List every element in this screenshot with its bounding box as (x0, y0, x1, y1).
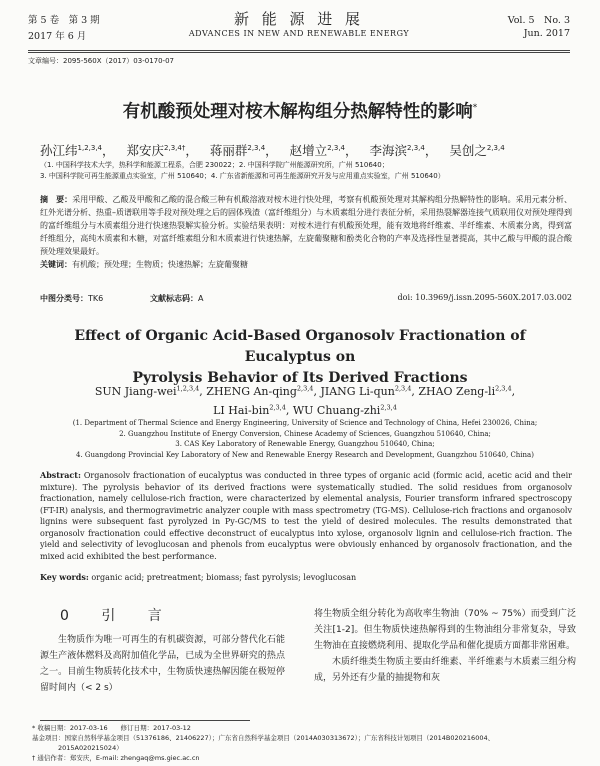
footnote: 2015A020215024） (32, 744, 123, 752)
abstract-en-label: Abstract: (40, 470, 81, 480)
author-en: SUN Jiang-wei$^{1,2,3,4}$, (94, 384, 207, 398)
author-zh: 蒋丽群$^{2,3,4}$， (209, 143, 278, 158)
vol-issue-zh: 第 5 卷 第 3 期 (28, 15, 100, 26)
paragraph: 将生物质全组分转化为高收率生物油（70% ~ 75%）而受到广泛关注[1-2]。但生物质快速热解得到的生物油组分非常复杂，导致生物油在直接燃烧利用、提取化学品和催化提质方面都非常困难。 (314, 609, 576, 651)
author-zh: 孙江纬$^{1,2,3,4}$， (40, 143, 115, 158)
journal-name-en: ADVANCES IN NEW AND RENEWABLE ENERGY (188, 29, 410, 38)
author-zh: 郑安庆$^{2,3,4\dagger}$， (126, 143, 198, 158)
doi: doi: 10.3969/j.issn.2095-560X.2017.03.002 (397, 293, 572, 302)
author-zh: 李海滨$^{2,3,4}$， (369, 143, 438, 158)
keywords-zh-label: 关键词： (40, 260, 72, 269)
title-note-mark: * (472, 103, 478, 114)
affiliations-zh (40, 160, 575, 182)
affiliations-en: (1. Department of Thermal Science and Energy Engineering, University of Science and Technology of China, Hefei 230026, China; 2. Guangzhou Institute of Energy Conversion, Chinese Academy of Sciences, Guangzhou 510640, China; 3. CAS Key Laboratory of Renewable Energy, Guangzhou 510640, China; 4. Guangdong Provincial Key Laboratory of New and Renewable Energy Research and Development, Guangzhou 510640, China) (72, 419, 538, 459)
footnotes (32, 723, 572, 763)
title-en: Effect of Organic Acid-Based Organosolv Fractionation of Eucalyptus on Pyrolysis Behavior of Its Derived Fractions (74, 328, 526, 386)
affiliation-line: 3. 中国科学院可再生能源重点实验室，广州 510640；4. 广东省新能源和可再生能源研究开发与应用重点实验室，广州 510640） (40, 172, 445, 180)
header-rule-thin (28, 52, 570, 53)
title-zh (0, 98, 600, 123)
abstract-zh-label: 摘 要： (40, 195, 73, 204)
author-en: LI Hai-bin$^{2,3,4}$, (213, 403, 293, 418)
abstract-en-text: Organosolv fractionation of eucalyptus was conducted in three types of organic acid (formic acid, acetic acid and their mixture). The pyrolysis behavior of its derived fractions were systematically studied. The solid residues from organosolv fractionation, namely cellulose-rich fraction, were characterized by elemental analysis, Fourier transform infrared spectroscopy (FT-IR) analysis, and thermogravimetric analyzer couple with mass spectrometry (TG-MS). Cellulose-rich fractions and organosolv lignins were subsequent fast pyrolyzed in Py-GC/MS to test the yield of desired molecules. The results demonstrated that organosolv fractionation could effective deconstruct of eucalyptus into xylose, organosolv lignin and cellulose-rich fraction. The yield and selectivity of levoglucosan and phenols from eucalyptus were obviously enhanced by organosolv fractionation, and the mixed acid exhibited the best performance. (40, 471, 572, 561)
abstract-zh-text: 采用甲酸、乙酸及甲酸和乙酸的混合酸三种有机酸溶液对桉木进行快处理，考察有机酸预处理对其解构组分热解特性的影响。采用元素分析、红外光谱分析、热重–质谱联用等手段对预处理之后的固体残渣（富纤维组分）与木质素组分进行表征分析，采用热裂解器连接气质联用仪对预处理得到的富纤维组分与木质素组分进行快速热裂解实验分析。实验结果表明：对桉木进行有机酸预处理，能有效地将纤维素、半纤维素、木质素分离，得到富纤维组分，高纯木质素和木糖，对富纤维素组分和木质素进行快速热解，左旋葡聚糖和酚类化合物的产率及选择性显著提高，其中乙酸与甲酸的混合酸预处理效果最好。 (40, 195, 572, 256)
keywords-en: Key words: organic acid; pretreatment; biomass; fast pyrolysis; levoglucosan (40, 572, 357, 582)
author-zh: 吴创之$^{2,3,4}$ (449, 143, 505, 158)
running-header (28, 8, 570, 48)
author-en: ZHAO Zeng-li$^{2,3,4}$, (418, 384, 516, 398)
body-left-column: 生物质作为唯一可再生的有机碳资源，可部分替代化石能源生产液体燃料及高附加值化学品，已成为全世界研究的热点之一。目前生物质转化技术中，生物质快速热解因能在极短停留时间内（< 2 s） (40, 635, 285, 693)
article-number: 文章编号：2095-560X（2017）03-0170-07 (28, 57, 174, 65)
clc: 中图分类号：TK6 (40, 294, 104, 303)
authors-en (60, 380, 550, 419)
date-zh: 2017 年 6 月 (28, 31, 87, 42)
keywords-zh-text: 有机酸；预处理；生物质；快速热解；左旋葡聚糖 (72, 260, 248, 269)
author-zh: 赵增立$^{2,3,4}$， (289, 143, 358, 158)
footnote: * 收稿日期：2017-03-16 修订日期：2017-03-12 (32, 724, 191, 732)
author-en: JIANG Li-qun$^{2,3,4}$, (320, 384, 419, 398)
vol-issue-en: Vol. 5 No. 3 (507, 15, 570, 26)
abstract-zh (40, 193, 572, 271)
doc-code: 文献标志码：A (150, 294, 204, 303)
title-zh-text: 有机酸预处理对桉木解构组分热解特性的影响 (122, 102, 473, 122)
journal-name-zh: 新 能 源 进 展 (233, 10, 365, 28)
date-en: Jun. 2017 (523, 28, 570, 39)
paragraph: 木质纤维类生物质主要由纤维素、半纤维素与木质素三组分构成，另外还有少量的抽提物和灰 (314, 657, 576, 683)
section-heading-intro: 0 引 言 (60, 608, 176, 624)
affiliation-line: （1. 中国科学技术大学，热科学和能源工程系，合肥 230022；2. 中国科学院广州能源研究所，广州 510640； (40, 161, 389, 169)
footnote: † 通信作者：郑安庆，E-mail: zhengaq@ms.giec.ac.cn (32, 754, 200, 762)
footnote: 基金项目：国家自然科学基金项目（51376186、21406227）；广东省自然科学基金项目（2014A030313672）；广东省科技计划项目（2014B020216004、 (32, 734, 495, 742)
body-right-column (314, 606, 576, 686)
authors-zh (40, 141, 580, 159)
author-en: WU Chuang-zhi$^{2,3,4}$ (292, 403, 397, 418)
header-rule (28, 50, 570, 51)
abstract-en (40, 470, 572, 562)
footnote-rule (40, 720, 250, 721)
author-en: ZHENG An-qing$^{2,3,4}$, (206, 384, 321, 398)
